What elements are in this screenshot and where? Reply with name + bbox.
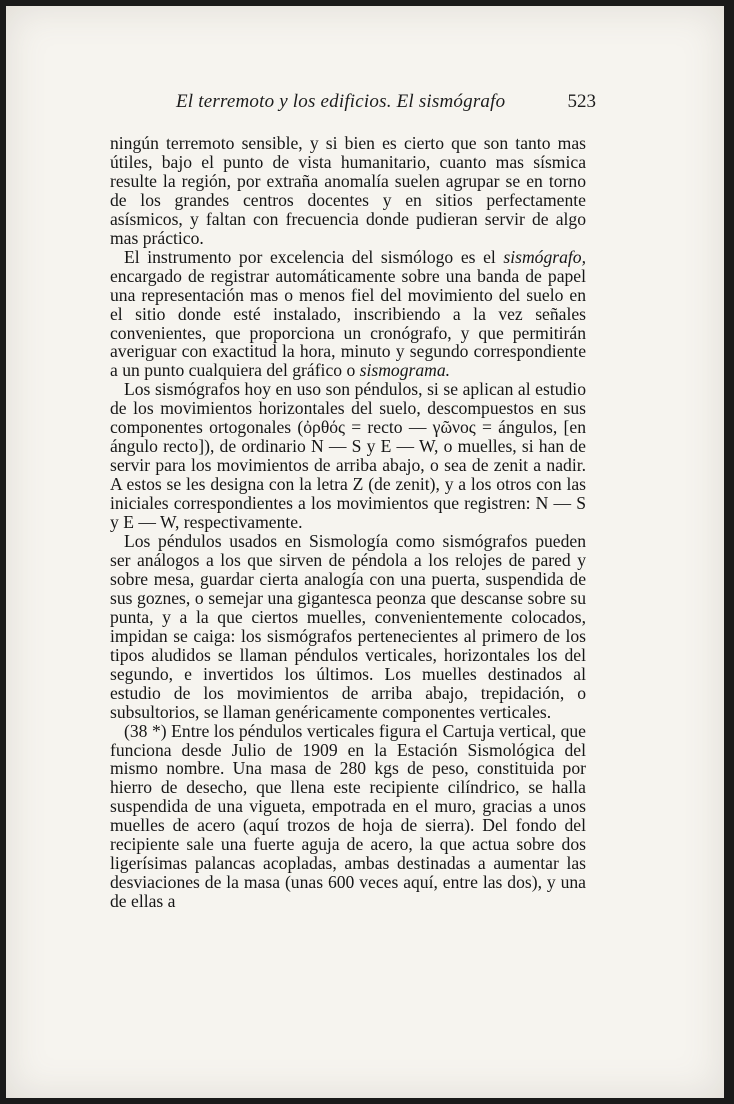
paragraph [110,248,586,381]
text-segment: encargado de registrar automáticamente sobre una banda de papel una representación mas o menos fiel del movimiento del suelo en el sitio donde esté instalado, inscribiendo a la vez señales convenientes, que proporciona un cronógrafo, y que permitirán averiguar con exactitud la hora, minuto y segundo correspondiente a un punto cualquiera del gráfico o [110,265,586,381]
paragraph [110,532,586,722]
paragraph [110,380,586,532]
text-segment: Los sismógrafos hoy en uso son péndulos, si se aplican al estudio de los movimientos horizontales del suelo, descompuestos en sus componentes ortogonales (ὀρθός = recto — γῶνος = ángulos, [en ángulo recto]), de ordinario N — S y E — W, o muelles, si han de servir para los movimientos de arriba abajo, o sea de zenit a nadir. A estos se les designa con la letra Z (de zenit), y a los otros con las iniciales correspondientes a los movimientos que registren: N — S y E — W, respectivamente. [110,379,586,533]
italic-term: sismograma. [359,360,451,381]
text-segment: El instrumento por excelencia del sismólogo es el [124,246,504,267]
text-segment: Los péndulos usados en Sismología como sismógrafos pueden ser análogos a los que sirven de péndola a los relojes de pared y sobre mesa, guardar cierta analogía con una puerta, suspendida de sus goznes, o semejar una gigantesca peonza que descanse sobre su punta, y a la que ciertos muelles, convenientemente colocados, impidan se caiga: los sismógrafos pertenecientes al primero de los tipos aludidos se llaman péndulos verticales, horizontales los del segundo, e invertidos los últimos. Los muelles destinados al estudio de los movimientos de arriba abajo, trepidación, o subsultorios, se llaman genéricamente componentes verticales. [110,531,586,722]
text-segment: (38 *) Entre los péndulos verticales figura el Cartuja vertical, que funciona desde Julio de 1909 en la Estación Sismológica del mismo nombre. Una masa de 280 kgs de peso, constituida por hierro de desecho, que llena este recipiente cilíndrico, se halla suspendida de una vigueta, empotrada en el muro, gracias a unos muelles de acero (aquí trozos de hoja de sierra). Del fondo del recipiente sale una fuerte aguja de acero, la que actua sobre dos ligerísimas palancas acopladas, ambas destinadas a aumentar las desviaciones de la masa (unas 600 veces aquí, entre las dos), y una de ellas a [110,720,586,912]
running-title: El terremoto y los edificios. El sismógrafo [176,91,506,112]
book-page [6,6,724,1098]
paragraph [110,722,586,912]
page-number: 523 [567,91,596,112]
body-text [110,134,586,911]
paragraph [110,134,586,248]
text-segment: ningún terremoto sensible, y si bien es cierto que son tanto mas útiles, bajo el punto de vista humanitario, cuanto mas sísmica resulte la región, por extraña anomalía suelen agrupar se en torno de los grandes centros docentes y en sitios perfectamente asísmicos, y faltan con frecuencia donde pudieran servir de algo mas práctico. [110,133,586,248]
page-header [176,91,596,115]
italic-term: sismógrafo, [503,246,586,267]
